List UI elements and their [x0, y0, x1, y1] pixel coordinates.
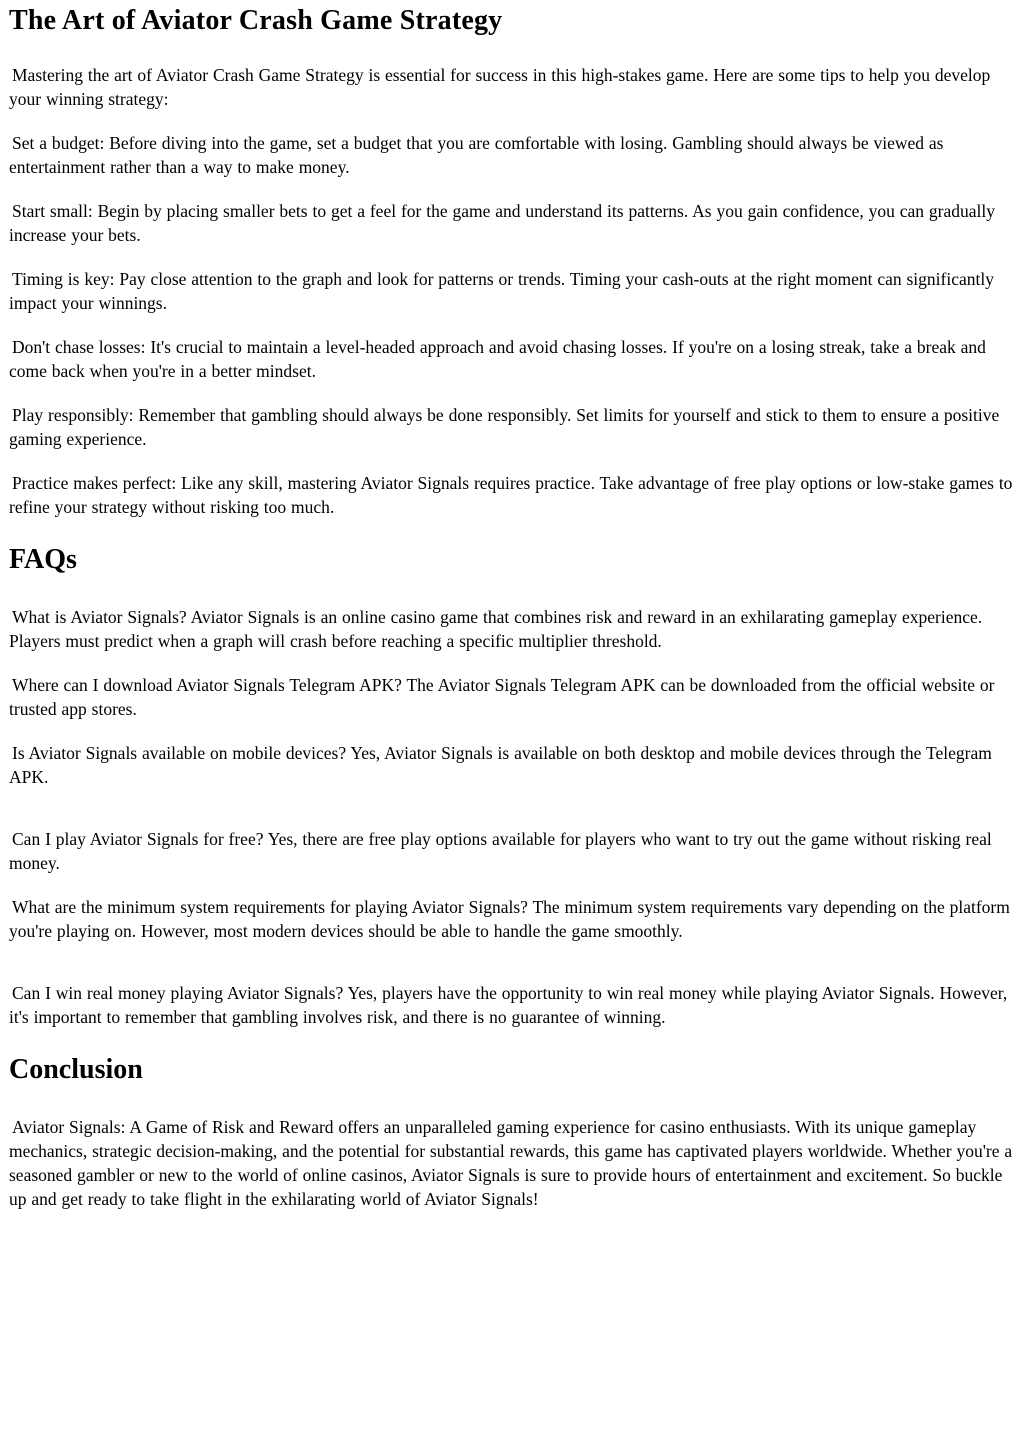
section-heading-faqs: FAQs	[9, 544, 77, 575]
strategy-paragraph-play-responsibly: Play responsibly: Remember that gambling should always be done responsibly. Set limits for yourself and stick to them to ensure a positive gaming experience.	[9, 405, 1000, 449]
strategy-paragraph-practice: Practice makes perfect: Like any skill, mastering Aviator Signals requires practice. Take advantage of free play options or low-stake games to refine your strategy without risking too much.	[9, 473, 1013, 517]
strategy-paragraph-start-small: Start small: Begin by placing smaller bets to get a feel for the game and understand its patterns. As you gain confidence, you can gradually increase your bets.	[9, 201, 995, 245]
faq-paragraph-free-play: Can I play Aviator Signals for free? Yes, there are free play options available for players who want to try out the game without risking real money.	[9, 829, 992, 873]
faq-paragraph-download: Where can I download Aviator Signals Telegram APK? The Aviator Signals Telegram APK can be downloaded from the official website or trusted app stores.	[9, 675, 995, 719]
strategy-paragraph-intro: Mastering the art of Aviator Crash Game Strategy is essential for success in this high-stakes game. Here are some tips to help you develop your winning strategy:	[9, 65, 991, 109]
page-title: The Art of Aviator Crash Game Strategy	[9, 5, 503, 36]
faq-paragraph-what-is: What is Aviator Signals? Aviator Signals is an online casino game that combines risk and reward in an exhilarating gameplay experience. Players must predict when a graph will crash before reaching a specific multiplier threshold.	[9, 607, 983, 651]
faq-paragraph-mobile: Is Aviator Signals available on mobile devices? Yes, Aviator Signals is available on both desktop and mobile devices through the Telegram APK.	[9, 743, 992, 787]
conclusion-paragraph: Aviator Signals: A Game of Risk and Reward offers an unparalleled gaming experience for casino enthusiasts. With its unique gameplay mechanics, strategic decision-making, and the potential for substantial rewards, this game has captivated players worldwide. Whether you're a seasoned gambler or new to the world of online casinos, Aviator Signals is sure to provide hours of entertainment and excitement. So buckle up and get ready to take flight in the exhilarating world of Aviator Signals!	[9, 1117, 1013, 1209]
strategy-paragraph-timing: Timing is key: Pay close attention to the graph and look for patterns or trends. Timing your cash-outs at the right moment can significantly impact your winnings.	[9, 269, 994, 313]
strategy-paragraph-chase-losses: Don't chase losses: It's crucial to maintain a level-headed approach and avoid chasing losses. If you're on a losing streak, take a break and come back when you're in a better mindset.	[9, 337, 986, 381]
strategy-paragraph-set-budget: Set a budget: Before diving into the game, set a budget that you are comfortable with losing. Gambling should always be viewed as entertainment rather than a way to make money.	[9, 133, 944, 177]
faq-paragraph-real-money: Can I win real money playing Aviator Signals? Yes, players have the opportunity to win real money while playing Aviator Signals. However, it's important to remember that gambling involves risk, and there is no guarantee of winning.	[9, 983, 1008, 1027]
section-heading-conclusion: Conclusion	[9, 1054, 143, 1085]
faq-paragraph-system-requirements: What are the minimum system requirements for playing Aviator Signals? The minimum system requirements vary depending on the platform you're playing on. However, most modern devices should be able to handle the game smoothly.	[9, 897, 1010, 941]
